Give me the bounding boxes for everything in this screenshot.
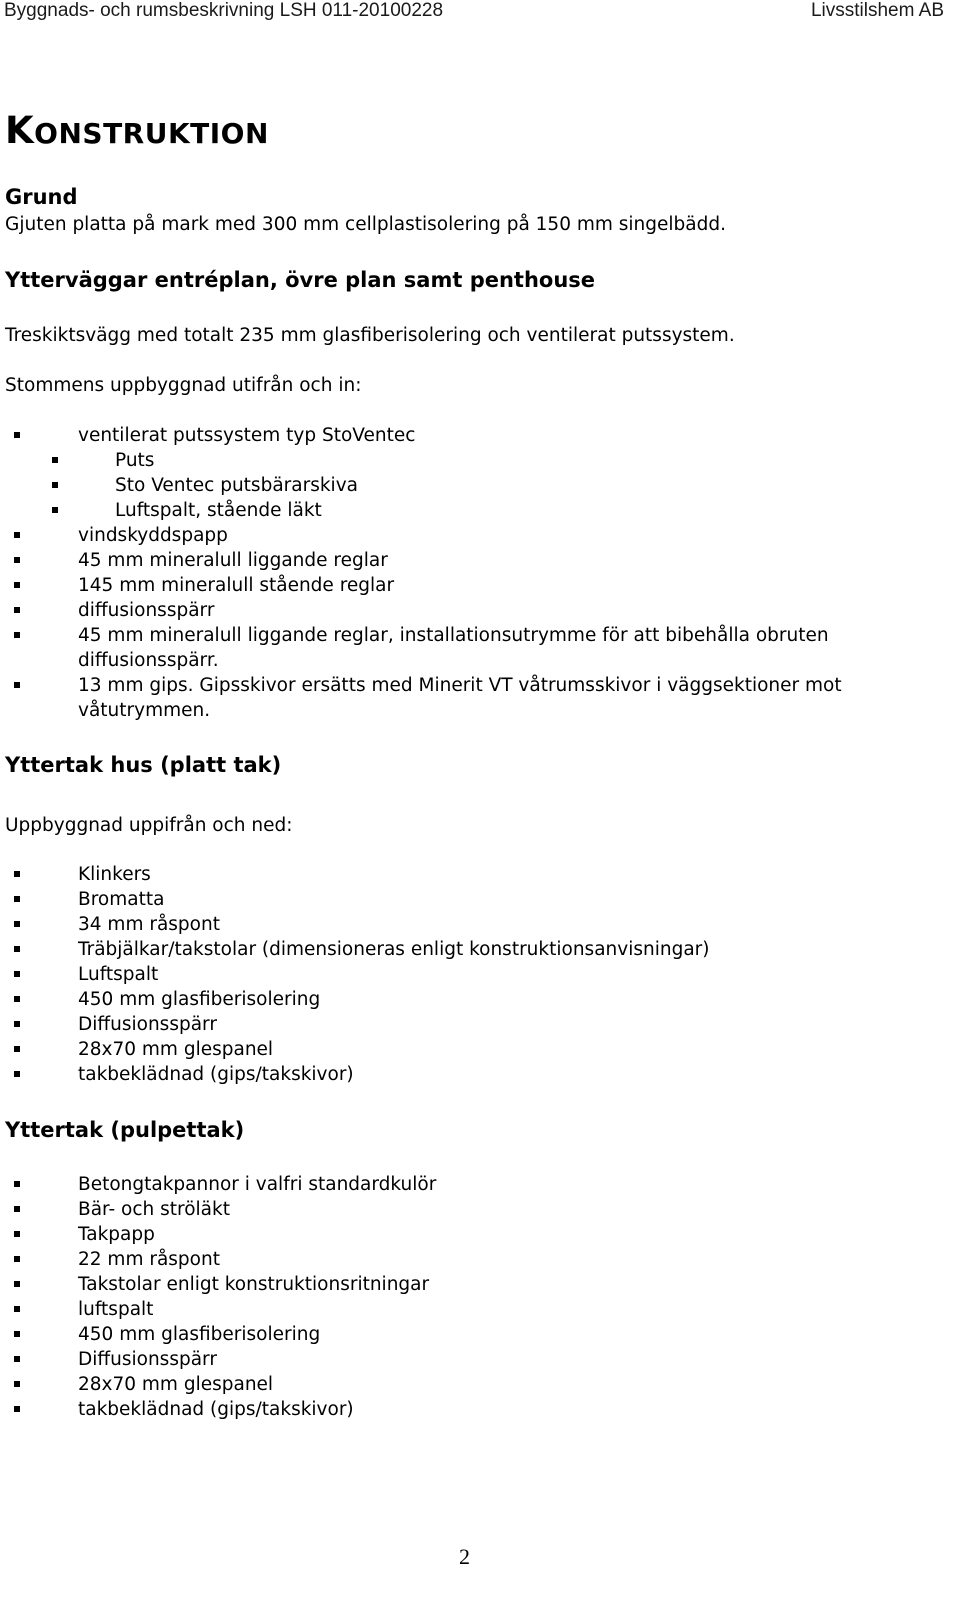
bullet-icon <box>14 946 20 952</box>
list-item-text: 34 mm råspont <box>78 914 220 935</box>
bullet-icon <box>14 1021 20 1027</box>
list-item-continuation <box>5 698 940 723</box>
paragraph-yttertak-hus-intro: Uppbyggnad uppifrån och ned: <box>5 815 293 836</box>
page-number: 2 <box>459 1544 470 1569</box>
list-item-text: luftspalt <box>78 1299 154 1320</box>
bullet-icon <box>14 682 20 688</box>
list-item <box>5 1347 940 1372</box>
bullet-icon <box>14 607 20 613</box>
bullet-icon <box>14 996 20 1002</box>
list-item-text: 145 mm mineralull stående reglar <box>78 575 395 596</box>
bullet-icon <box>14 1206 20 1212</box>
list-item-text: takbeklädnad (gips/takskivor) <box>78 1399 354 1420</box>
list-yttertak-pulpet <box>5 1172 940 1422</box>
list-item-sub <box>5 473 940 498</box>
list-item <box>5 423 940 448</box>
list-item-text: 28x70 mm glespanel <box>78 1374 274 1395</box>
heading-grund: Grund <box>5 185 78 209</box>
bullet-icon <box>14 1356 20 1362</box>
list-item-text: Betongtakpannor i valfri standardkulör <box>78 1174 437 1195</box>
bullet-icon <box>14 1181 20 1187</box>
list-item <box>5 1222 940 1247</box>
paragraph-stommens-intro: Stommens uppbyggnad utifrån och in: <box>5 375 362 396</box>
list-item-text: Träbjälkar/takstolar (dimensioneras enligt konstruktionsanvisningar) <box>78 939 710 960</box>
bullet-icon <box>14 1331 20 1337</box>
list-item <box>5 598 940 623</box>
list-item <box>5 962 940 987</box>
list-item-text: Bär- och ströläkt <box>78 1199 230 1220</box>
list-item <box>5 573 940 598</box>
list-item-text: 450 mm glasfiberisolering <box>78 989 321 1010</box>
list-item-text: Takstolar enligt konstruktionsritningar <box>78 1274 430 1295</box>
bullet-icon <box>14 1281 20 1287</box>
bullet-icon <box>52 507 58 513</box>
list-item <box>5 987 940 1012</box>
list-item-text: 13 mm gips. Gipsskivor ersätts med Minerit VT våtrumsskivor i väggsektioner mot <box>78 675 842 696</box>
bullet-icon <box>14 1381 20 1387</box>
list-item-text: diffusionsspärr <box>78 600 215 621</box>
bullet-icon <box>14 432 20 438</box>
list-item <box>5 1247 940 1272</box>
bullet-icon <box>14 871 20 877</box>
bullet-icon <box>14 632 20 638</box>
list-item <box>5 887 940 912</box>
page-header <box>0 0 944 22</box>
list-item <box>5 912 940 937</box>
bullet-icon <box>14 921 20 927</box>
list-item <box>5 862 940 887</box>
heading-yttertak-hus: Yttertak hus (platt tak) <box>5 753 282 777</box>
bullet-icon <box>14 896 20 902</box>
bullet-icon <box>14 1046 20 1052</box>
list-item-text: 45 mm mineralull liggande reglar <box>78 550 388 571</box>
list-item-text: Takpapp <box>78 1224 155 1245</box>
list-item <box>5 1397 940 1422</box>
list-item <box>5 1297 940 1322</box>
list-ytterväggar <box>5 423 940 723</box>
list-item-text: diffusionsspärr. <box>78 650 219 671</box>
list-item-text: takbeklädnad (gips/takskivor) <box>78 1064 354 1085</box>
bullet-icon <box>14 532 20 538</box>
list-item-text: Luftspalt <box>78 964 159 985</box>
bullet-icon <box>14 1256 20 1262</box>
list-item <box>5 1197 940 1222</box>
heading-yttertak-pulpet: Yttertak (pulpettak) <box>5 1118 245 1142</box>
list-yttertak-hus <box>5 862 940 1087</box>
list-item-text: Diffusionsspärr <box>78 1349 217 1370</box>
list-item <box>5 548 940 573</box>
list-item <box>5 937 940 962</box>
bullet-icon <box>52 457 58 463</box>
list-item <box>5 1012 940 1037</box>
list-item-text: 45 mm mineralull liggande reglar, installationsutrymme för att bibehålla obruten <box>78 625 829 646</box>
list-item-text: ventilerat putssystem typ StoVentec <box>78 425 416 446</box>
list-item <box>5 1037 940 1062</box>
list-item <box>5 1062 940 1087</box>
list-item-text: våtutrymmen. <box>78 700 211 721</box>
section-title: KONSTRUKTION <box>5 109 269 152</box>
list-item-continuation <box>5 648 940 673</box>
list-item-text: Sto Ventec putsbärarskiva <box>115 475 358 496</box>
heading-ytterväggar: Ytterväggar entréplan, övre plan samt penthouse <box>5 268 596 292</box>
header-document-title: Byggnads- och rumsbeskrivning LSH 011-20100228 <box>4 0 444 21</box>
list-item-text: Bromatta <box>78 889 165 910</box>
list-item <box>5 1272 940 1297</box>
list-item <box>5 1372 940 1397</box>
header-company-name: Livsstilshem AB <box>810 0 944 21</box>
list-item <box>5 523 940 548</box>
list-item-text: vindskyddspapp <box>78 525 228 546</box>
list-item-text: Puts <box>115 450 155 471</box>
bullet-icon <box>14 1306 20 1312</box>
list-item-text: Luftspalt, stående läkt <box>115 500 322 521</box>
paragraph-ytterväggar: Treskiktsvägg med totalt 235 mm glasfiberisolering och ventilerat putssystem. <box>5 325 735 346</box>
bullet-icon <box>14 1231 20 1237</box>
list-item <box>5 673 940 698</box>
bullet-icon <box>14 582 20 588</box>
paragraph-grund: Gjuten platta på mark med 300 mm cellplastisolering på 150 mm singelbädd. <box>5 214 726 235</box>
list-item-text: Diffusionsspärr <box>78 1014 217 1035</box>
bullet-icon <box>14 1406 20 1412</box>
list-item-sub <box>5 448 940 473</box>
list-item-text: 28x70 mm glespanel <box>78 1039 274 1060</box>
bullet-icon <box>14 557 20 563</box>
list-item <box>5 1322 940 1347</box>
bullet-icon <box>14 1071 20 1077</box>
list-item-text: 22 mm råspont <box>78 1249 220 1270</box>
list-item-text: Klinkers <box>78 864 151 885</box>
list-item-text: 450 mm glasfiberisolering <box>78 1324 321 1345</box>
list-item-sub <box>5 498 940 523</box>
list-item <box>5 1172 940 1197</box>
list-item <box>5 623 940 648</box>
bullet-icon <box>52 482 58 488</box>
bullet-icon <box>14 971 20 977</box>
